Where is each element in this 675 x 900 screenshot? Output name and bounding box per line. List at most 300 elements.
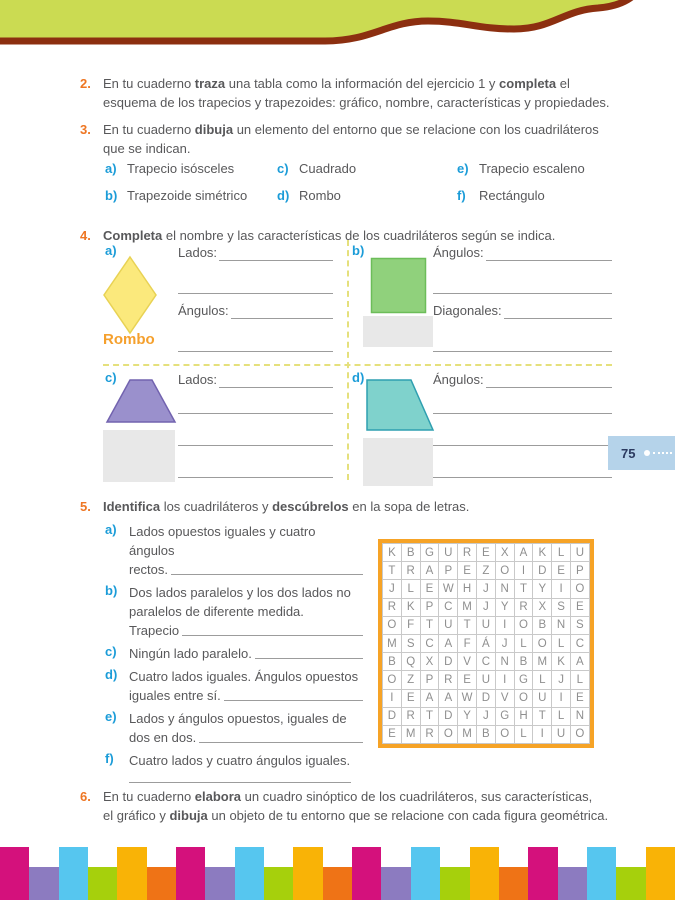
word-search-letter-cell: A xyxy=(570,653,589,671)
word-search-letter-cell: K xyxy=(383,544,402,562)
word-search-row xyxy=(383,580,590,598)
ex5-item-b xyxy=(105,583,363,640)
word-search-letter-cell: J xyxy=(476,707,495,725)
answer-blank-line xyxy=(129,782,351,783)
exercise-6-text xyxy=(103,787,620,825)
footer-bar xyxy=(117,847,146,900)
text-segment: Completa xyxy=(103,228,163,243)
footer-bar xyxy=(411,847,440,900)
item-letter: e) xyxy=(105,709,117,724)
item-text: Rectángulo xyxy=(479,188,545,203)
footer-bar xyxy=(29,867,58,900)
text-segment: esquema de los trapecios y trapezoides: gráfico, nombre, características y propiedades. xyxy=(103,95,610,110)
ex4-d-name-box xyxy=(363,438,433,486)
word-search-letter-cell: Z xyxy=(476,562,495,580)
item-line xyxy=(129,621,363,640)
word-search-letter-cell: L xyxy=(552,544,571,562)
word-search-letter-cell: B xyxy=(514,653,533,671)
word-search-letter-cell: P xyxy=(420,598,439,616)
exercise-2-number: 2. xyxy=(80,76,91,91)
word-search-letter-cell: N xyxy=(495,653,514,671)
word-search-letter-cell: L xyxy=(514,634,533,652)
item-letter: b) xyxy=(105,583,118,598)
text-segment: el xyxy=(556,76,570,91)
word-search-letter-cell: F xyxy=(401,616,420,634)
word-search-letter-cell: E xyxy=(458,562,477,580)
word-search-letter-cell: R xyxy=(514,598,533,616)
isosceles-trapezoid-shape xyxy=(105,378,177,426)
text-segment: el nombre y las características de los cuadriláteros según se indica. xyxy=(162,228,556,243)
word-search-letter-cell: L xyxy=(514,725,533,743)
footer-bar xyxy=(235,847,264,900)
item-lines xyxy=(129,522,363,579)
word-search-letter-cell: P xyxy=(439,562,458,580)
word-search-letter-cell: R xyxy=(420,725,439,743)
ex4-a-field2-label: Ángulos: xyxy=(178,303,229,318)
ex3-item-a xyxy=(105,160,277,187)
text-segment: elabora xyxy=(194,789,242,804)
text-segment: completa xyxy=(499,76,557,91)
exercise-5-text xyxy=(103,497,620,516)
word-search-letter-cell: O xyxy=(439,725,458,743)
word-search-letter-cell: J xyxy=(476,598,495,616)
word-search-letter-cell: I xyxy=(383,689,402,707)
item-text: Trapecio escaleno xyxy=(479,161,585,176)
ex4-b-field1-blank xyxy=(486,245,612,261)
word-search-letter-cell: D xyxy=(383,707,402,725)
ex4-d-field1-label: Ángulos: xyxy=(433,372,484,387)
word-search-letter-cell: C xyxy=(420,634,439,652)
item-lines xyxy=(129,583,363,640)
word-search-letter-cell: V xyxy=(495,689,514,707)
footer-bar xyxy=(587,847,616,900)
item-text: Cuadrado xyxy=(299,161,357,176)
ex4-a-field1-label: Lados: xyxy=(178,245,218,260)
ex5-item-f xyxy=(105,751,363,770)
item-text: Trapezoide simétrico xyxy=(127,188,248,203)
item-letter: f) xyxy=(105,751,114,766)
word-search-letter-cell: X xyxy=(420,653,439,671)
word-search-letter-cell: V xyxy=(458,653,477,671)
word-search-letter-cell: L xyxy=(570,671,589,689)
item-line xyxy=(129,728,363,747)
word-search-letter-cell: D xyxy=(439,653,458,671)
ex4-vertical-dashed-divider xyxy=(347,240,349,480)
ex4-a-blank-line-2 xyxy=(178,351,333,352)
text-segment: un cuadro sinóptico de los cuadriláteros, sus características, xyxy=(241,789,593,804)
word-search-letter-cell: N xyxy=(552,616,571,634)
word-search-letter-cell: O xyxy=(383,671,402,689)
footer-bar xyxy=(470,847,499,900)
word-search-letter-cell: O xyxy=(533,634,552,652)
word-search-letter-cell: Q xyxy=(401,653,420,671)
ex5-item-c xyxy=(105,644,363,663)
word-search-letter-cell: C xyxy=(570,634,589,652)
word-search-letter-cell: S xyxy=(570,616,589,634)
footer-bar xyxy=(440,867,469,900)
word-search-letter-cell: G xyxy=(495,707,514,725)
ex4-c-blank-line-2 xyxy=(178,445,333,446)
exercise-5-number: 5. xyxy=(80,499,91,514)
text-segment: el gráfico y xyxy=(103,808,170,823)
word-search-letter-cell: C xyxy=(476,653,495,671)
ex4-cell-d xyxy=(352,370,612,485)
exercise-3-text xyxy=(103,120,620,158)
ex4-a-field2-blank xyxy=(231,303,333,319)
item-line xyxy=(129,583,363,602)
word-search-letter-cell: O xyxy=(570,725,589,743)
footer-bar xyxy=(147,867,176,900)
ex4-d-blank-line-1 xyxy=(433,413,612,414)
word-search-letter-cell: L xyxy=(552,707,571,725)
ex5-item-e xyxy=(105,709,363,747)
item-letter: a) xyxy=(105,161,117,176)
word-search-letter-cell: Y xyxy=(533,580,552,598)
square-shape xyxy=(370,257,428,315)
word-search-letter-cell: O xyxy=(495,562,514,580)
item-text: Rombo xyxy=(299,188,341,203)
word-search-letter-cell: J xyxy=(383,580,402,598)
right-trapezoid-shape xyxy=(365,378,435,434)
word-search-letter-cell: Y xyxy=(458,707,477,725)
item-lines xyxy=(129,709,363,747)
word-search-letter-cell: T xyxy=(420,616,439,634)
word-search-letter-cell: I xyxy=(495,671,514,689)
text-segment: los cuadriláteros y xyxy=(160,499,273,514)
word-search-letter-cell: E xyxy=(401,689,420,707)
word-search-letter-cell: U xyxy=(476,671,495,689)
text-segment: un elemento del entorno que se relacione con los cuadriláteros xyxy=(233,122,599,137)
word-search-letter-cell: O xyxy=(570,580,589,598)
word-search-row xyxy=(383,725,590,743)
word-search-letter-cell: C xyxy=(439,598,458,616)
answer-blank-line xyxy=(171,560,363,575)
text-segment: traza xyxy=(194,76,226,91)
item-line xyxy=(129,667,363,686)
word-search-table xyxy=(382,543,590,744)
exercise-4-number: 4. xyxy=(80,228,91,243)
word-search-letter-cell: D xyxy=(533,562,552,580)
word-search-letter-cell: E xyxy=(552,562,571,580)
page-tab-dot-icon xyxy=(644,450,650,456)
word-search-letter-cell: T xyxy=(420,707,439,725)
word-search-letter-cell: M xyxy=(383,634,402,652)
word-search-letter-cell: O xyxy=(514,616,533,634)
item-letter: c) xyxy=(105,644,117,659)
word-search-letter-cell: X xyxy=(533,598,552,616)
word-search-letter-cell: B xyxy=(401,544,420,562)
ex4-cell-b xyxy=(352,243,612,365)
word-search-letter-cell: T xyxy=(533,707,552,725)
word-search-letter-cell: E xyxy=(458,671,477,689)
footer-bar xyxy=(352,847,381,900)
footer-bar xyxy=(528,847,557,900)
text-segment: En tu cuaderno xyxy=(103,122,195,137)
ex3-item-f xyxy=(457,187,617,214)
item-line-text: Cuatro lados y cuatro ángulos iguales. xyxy=(129,753,351,768)
ex3-item-e xyxy=(457,160,617,187)
footer-bar xyxy=(264,867,293,900)
ex4-cell-c-label: c) xyxy=(105,370,117,385)
word-search-letter-cell: U xyxy=(570,544,589,562)
exercise-5 xyxy=(80,497,620,516)
word-search-letter-cell: T xyxy=(458,616,477,634)
word-search-letter-cell: I xyxy=(514,562,533,580)
answer-blank-line xyxy=(182,621,363,636)
word-search-letter-cell: B xyxy=(383,653,402,671)
footer-bar xyxy=(205,867,234,900)
word-search-letter-cell: U xyxy=(439,616,458,634)
word-search-row xyxy=(383,598,590,616)
word-search-letter-cell: J xyxy=(552,671,571,689)
word-search-letter-cell: G xyxy=(514,671,533,689)
word-search-letter-cell: K xyxy=(552,653,571,671)
header-wave-decoration xyxy=(0,0,675,50)
word-search-letter-cell: R xyxy=(458,544,477,562)
word-search-row xyxy=(383,671,590,689)
word-search-letter-cell: H xyxy=(514,707,533,725)
footer-bar xyxy=(558,867,587,900)
word-search-letter-cell: O xyxy=(495,725,514,743)
word-search-letter-cell: J xyxy=(476,580,495,598)
word-search-row xyxy=(383,653,590,671)
ex4-b-name-box xyxy=(363,316,433,347)
footer-bar xyxy=(646,847,675,900)
word-search-letter-cell: R xyxy=(401,562,420,580)
item-letter: f) xyxy=(457,188,466,203)
ex4-a-field1-blank xyxy=(219,245,333,261)
word-search-letter-cell: W xyxy=(458,689,477,707)
exercise-3-number: 3. xyxy=(80,122,91,137)
item-line xyxy=(129,751,363,770)
word-search-letter-cell: I xyxy=(552,689,571,707)
word-search-letter-cell: A xyxy=(439,689,458,707)
text-segment: descúbrelos xyxy=(272,499,349,514)
footer-bar xyxy=(323,867,352,900)
word-search-letter-cell: A xyxy=(420,562,439,580)
item-line-text: Lados y ángulos opuestos, iguales de xyxy=(129,711,347,726)
ex4-c-blank-line-1 xyxy=(178,413,333,414)
item-letter: e) xyxy=(457,161,469,176)
word-search-row xyxy=(383,707,590,725)
page-number-tab xyxy=(608,436,675,470)
ex4-cell-a-shape-name: Rombo xyxy=(103,331,155,348)
word-search-letter-cell: K xyxy=(401,598,420,616)
item-line-text: rectos. xyxy=(129,562,169,577)
ex4-b-blank-line-2 xyxy=(433,351,612,352)
word-search-letter-cell: B xyxy=(533,616,552,634)
text-segment: un objeto de tu entorno que se relacione con cada figura geométrica. xyxy=(207,808,609,823)
ex5-item-d xyxy=(105,667,363,705)
item-line xyxy=(129,644,363,663)
word-search-letter-cell: O xyxy=(383,616,402,634)
footer-bar xyxy=(0,847,29,900)
footer-bar xyxy=(88,867,117,900)
footer-bar xyxy=(176,847,205,900)
word-search-letter-cell: E xyxy=(383,725,402,743)
item-letter: d) xyxy=(277,188,290,203)
ex4-cell-a-label: a) xyxy=(105,243,117,258)
word-search-letter-cell: E xyxy=(570,689,589,707)
word-search-letter-cell: R xyxy=(439,671,458,689)
word-search-letter-cell: Á xyxy=(476,634,495,652)
word-search-letter-cell: E xyxy=(420,580,439,598)
ex4-c-blank-line-3 xyxy=(178,477,333,478)
word-search-letter-cell: E xyxy=(570,598,589,616)
text-segment: en la sopa de letras. xyxy=(348,499,470,514)
word-search-letter-cell: Z xyxy=(401,671,420,689)
footer-color-bars xyxy=(0,847,675,900)
exercise-2 xyxy=(80,74,620,112)
ex4-d-blank-line-2 xyxy=(433,445,612,446)
text-segment: dibuja xyxy=(169,808,208,823)
word-search-letter-cell: M xyxy=(458,598,477,616)
ex4-c-field1-label: Lados: xyxy=(178,372,218,387)
item-line-text: Dos lados paralelos y los dos lados no xyxy=(129,585,351,600)
item-line-text: Cuatro lados iguales. Ángulos opuestos xyxy=(129,669,359,684)
item-lines xyxy=(129,667,363,705)
word-search-letter-cell: L xyxy=(533,671,552,689)
answer-blank-line xyxy=(224,686,363,701)
word-search-letter-cell: E xyxy=(476,544,495,562)
word-search-letter-cell: M xyxy=(533,653,552,671)
ex4-cell-a xyxy=(103,243,345,365)
item-letter: b) xyxy=(105,188,118,203)
item-line-text: Ningún lado paralelo. xyxy=(129,646,252,661)
text-segment: que se indican. xyxy=(103,141,191,156)
item-line-text: iguales entre sí. xyxy=(129,688,221,703)
word-search-row xyxy=(383,616,590,634)
word-search-letter-cell: G xyxy=(420,544,439,562)
word-search-letter-cell: U xyxy=(533,689,552,707)
word-search-letter-cell: J xyxy=(495,634,514,652)
item-text: Trapecio isósceles xyxy=(127,161,235,176)
footer-bar xyxy=(381,867,410,900)
word-search-letter-cell: D xyxy=(439,707,458,725)
word-search-letter-cell: R xyxy=(401,707,420,725)
item-lines xyxy=(129,751,363,770)
page-number: 75 xyxy=(621,445,636,461)
word-search-letter-cell: T xyxy=(383,562,402,580)
word-search-letter-cell: T xyxy=(514,580,533,598)
item-line-text: paralelos de diferente medida. xyxy=(129,604,304,619)
exercise-2-text xyxy=(103,74,620,112)
footer-bar xyxy=(499,867,528,900)
text-segment: En tu cuaderno xyxy=(103,789,195,804)
word-search-letter-cell: B xyxy=(476,725,495,743)
ex5-item-a xyxy=(105,522,363,579)
word-search-letter-cell: W xyxy=(439,580,458,598)
text-segment: dibuja xyxy=(194,122,234,137)
answer-blank-line xyxy=(255,644,363,659)
text-segment: Identifica xyxy=(103,499,161,514)
word-search-letter-cell: R xyxy=(383,598,402,616)
rhombus-shape xyxy=(100,255,160,335)
item-letter: c) xyxy=(277,161,289,176)
item-line-text: dos en dos. xyxy=(129,730,197,745)
word-search-letter-cell: D xyxy=(476,689,495,707)
word-search-row xyxy=(383,689,590,707)
text-segment: una tabla como la información del ejercicio 1 y xyxy=(225,76,500,91)
item-line xyxy=(129,522,363,560)
ex3-item-b xyxy=(105,187,277,214)
ex4-c-name-box xyxy=(103,430,175,482)
word-search-letter-cell: U xyxy=(476,616,495,634)
ex4-d-blank-line-3 xyxy=(433,477,612,478)
word-search-letter-cell: N xyxy=(570,707,589,725)
exercise-6-number: 6. xyxy=(80,789,91,804)
exercise-5-item-list xyxy=(105,522,363,783)
ex4-cell-b-label: b) xyxy=(352,243,365,258)
word-search-letter-cell: X xyxy=(495,544,514,562)
exercise-3-item-list xyxy=(105,160,617,214)
item-line xyxy=(129,602,363,621)
item-line xyxy=(129,686,363,705)
ex4-d-field1-blank xyxy=(486,372,612,388)
footer-bar xyxy=(59,847,88,900)
word-search-letter-cell: M xyxy=(458,725,477,743)
text-segment: En tu cuaderno xyxy=(103,76,195,91)
word-search-letter-cell: P xyxy=(570,562,589,580)
word-search-letter-cell: U xyxy=(439,544,458,562)
word-search-letter-cell: L xyxy=(552,634,571,652)
word-search-letter-cell: A xyxy=(420,689,439,707)
word-search-letter-cell: A xyxy=(439,634,458,652)
ex4-b-blank-line-1 xyxy=(433,293,612,294)
word-search-letter-cell: S xyxy=(401,634,420,652)
ex4-b-field2-blank xyxy=(504,303,612,319)
word-search-letter-cell: M xyxy=(401,725,420,743)
item-line xyxy=(129,560,363,579)
footer-bar xyxy=(293,847,322,900)
word-search-letter-cell: N xyxy=(495,580,514,598)
word-search-letter-cell: I xyxy=(495,616,514,634)
item-line-text: Trapecio xyxy=(129,623,180,638)
ex4-b-field1-label: Ángulos: xyxy=(433,245,484,260)
ex4-b-field2-label: Diagonales: xyxy=(433,303,502,318)
word-search-row xyxy=(383,544,590,562)
ex3-item-d xyxy=(277,187,457,214)
item-letter: a) xyxy=(105,522,117,537)
page-tab-dotted-line xyxy=(653,452,672,454)
item-line-text: Lados opuestos iguales y cuatro ángulos xyxy=(129,524,316,558)
word-search-letter-cell: S xyxy=(552,598,571,616)
word-search-letter-cell: K xyxy=(533,544,552,562)
footer-bar xyxy=(616,867,645,900)
exercise-6 xyxy=(80,787,620,825)
ex4-cell-c xyxy=(103,370,345,485)
word-search-letter-cell: P xyxy=(420,671,439,689)
word-search-letter-cell: A xyxy=(514,544,533,562)
word-search-letter-cell: I xyxy=(552,580,571,598)
ex4-cell-d-label: d) xyxy=(352,370,365,385)
exercise-3 xyxy=(80,120,620,158)
word-search-grid xyxy=(378,539,594,748)
word-search-letter-cell: Y xyxy=(495,598,514,616)
word-search-row xyxy=(383,634,590,652)
ex3-item-c xyxy=(277,160,457,187)
ex4-c-field1-blank xyxy=(219,372,333,388)
item-line xyxy=(129,709,363,728)
item-letter: d) xyxy=(105,667,118,682)
answer-blank-line xyxy=(199,728,363,743)
ex4-a-blank-line-1 xyxy=(178,293,333,294)
word-search-letter-cell: O xyxy=(514,689,533,707)
word-search-letter-cell: F xyxy=(458,634,477,652)
item-lines xyxy=(129,644,363,663)
word-search-letter-cell: I xyxy=(533,725,552,743)
word-search-row xyxy=(383,562,590,580)
